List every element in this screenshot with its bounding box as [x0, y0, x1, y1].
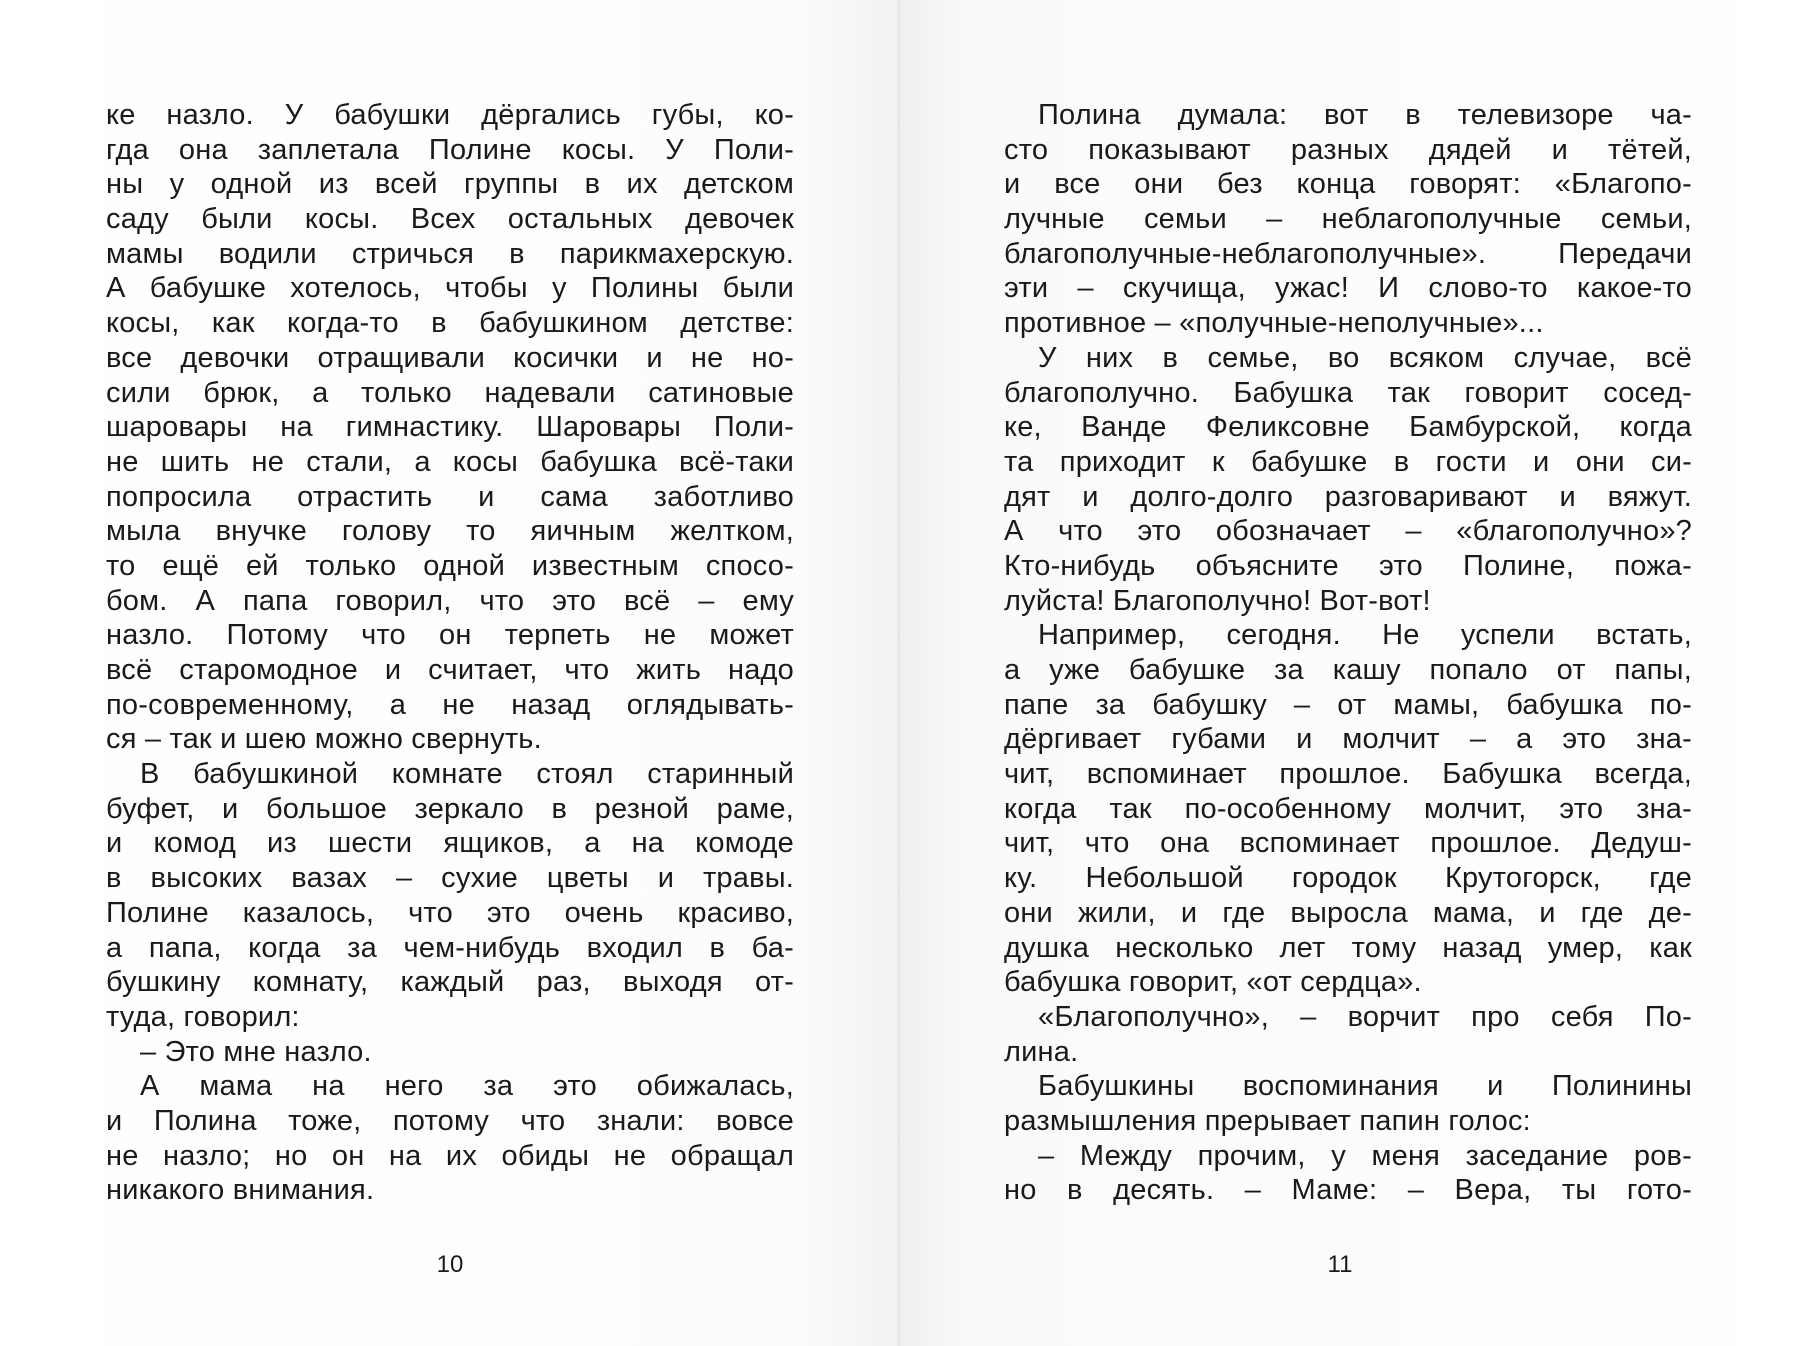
right-page-number: 11 — [1327, 1251, 1353, 1278]
text-line: когда так по-особенному молчит, это зна- — [1004, 792, 1692, 825]
left-page-number: 10 — [436, 1251, 464, 1278]
text-line: ке, Ванде Феликсовне Бамбурской, когда — [1004, 411, 1692, 444]
text-line: лучные семьи – неблагополучные семьи, — [1004, 203, 1692, 236]
text-line: благополучные-неблагополучные». Передачи — [1004, 237, 1692, 270]
text-line: и все они без конца говорят: «Благопо- — [1004, 168, 1692, 201]
text-line: сто показывают разных дядей и тётей, — [1004, 133, 1692, 166]
right-page-text — [1004, 98, 1692, 1208]
text-line: В бабушкиной комнате стоял старинный — [140, 758, 794, 791]
text-line: чит, что она вспоминает прошлое. Дедуш- — [1004, 827, 1692, 860]
text-line: дят и долго-долго разговаривают и вяжут. — [1004, 480, 1692, 513]
text-line: и Полина тоже, потому что знали: вовсе — [106, 1104, 794, 1137]
text-line: – Это мне назло. — [140, 1035, 372, 1068]
left-page-text — [106, 98, 794, 1208]
text-line: то ещё ей только одной известным спосо- — [106, 549, 794, 582]
text-line: сили брюк, а только надевали сатиновые — [106, 376, 794, 409]
text-line: ку. Небольшой городок Крутогорск, где — [1004, 862, 1692, 895]
text-line: размышления прерывает папин голос: — [1004, 1104, 1531, 1137]
text-line: Полине казалось, что это очень красиво, — [106, 896, 794, 929]
text-line: и комод из шести ящиков, а на комоде — [106, 827, 794, 860]
text-line: Полина думала: вот в телевизоре ча- — [1038, 99, 1692, 131]
text-line: гда она заплетала Полине косы. У Поли- — [106, 133, 794, 166]
text-line: дёргивает губами и молчит – а это зна- — [1004, 723, 1692, 756]
text-line: всё старомодное и считает, что жить надо — [106, 654, 794, 686]
text-line: благополучно. Бабушка так говорит сосед- — [1004, 376, 1692, 409]
text-line: ке назло. У бабушки дёргались губы, ко- — [106, 99, 794, 131]
text-line: назло. Потому что он терпеть не может — [106, 619, 794, 652]
text-line: ны у одной из всей группы в их детском — [106, 168, 794, 201]
text-line: – Между прочим, у меня заседание ров- — [1038, 1139, 1692, 1172]
text-line: туда, говорил: — [106, 1000, 300, 1033]
text-line: луйста! Благополучно! Вот-вот! — [1004, 584, 1431, 617]
text-line: «Благополучно», – ворчит про себя По- — [1038, 1000, 1692, 1033]
text-line: бом. А папа говорил, что это всё – ему — [106, 584, 794, 617]
text-line: ся – так и шею можно свернуть. — [106, 723, 542, 756]
text-line: Например, сегодня. Не успели встать, — [1038, 619, 1692, 652]
text-line: эти – скучища, ужас! И слово-то какое-то — [1004, 272, 1692, 305]
text-line: папе за бабушку – от мамы, бабушка по- — [1004, 688, 1692, 721]
text-line: а папа, когда за чем-нибудь входил в ба- — [106, 931, 794, 964]
text-line: не шить не стали, а косы бабушка всё-таки — [106, 445, 794, 478]
text-line: косы, как когда-то в бабушкином детстве: — [106, 307, 794, 340]
text-line: чит, вспоминает прошлое. Бабушка всегда, — [1004, 758, 1692, 791]
text-line: саду были косы. Всех остальных девочек — [106, 203, 794, 236]
text-line: душка несколько лет тому назад умер, как — [1004, 931, 1692, 964]
text-line: Бабушкины воспоминания и Полинины — [1038, 1070, 1692, 1103]
text-line: Кто-нибудь объясните это Полине, пожа- — [1004, 549, 1692, 582]
text-line: мыла внучке голову то яичным желтком, — [106, 515, 794, 548]
text-line: бушкину комнату, каждый раз, выходя от- — [106, 966, 794, 999]
text-line: мамы водили стричься в парикмахерскую. — [106, 237, 794, 270]
text-line: они жили, и где выросла мама, и где де- — [1004, 896, 1692, 929]
text-line: противное – «получные-неполучные»... — [1004, 307, 1544, 340]
text-line: шаровары на гимнастику. Шаровары Поли- — [106, 411, 794, 444]
text-line: по-современному, а не назад оглядывать- — [106, 688, 794, 721]
text-line: А бабушке хотелось, чтобы у Полины были — [106, 272, 794, 305]
text-line: попросила отрастить и сама заботливо — [106, 480, 794, 513]
text-line: но в десять. – Маме: – Вера, ты гото- — [1004, 1174, 1692, 1207]
text-line: не назло; но он на их обиды не обращал — [106, 1139, 794, 1172]
text-line: буфет, и большое зеркало в резной раме, — [106, 792, 794, 825]
text-line: А мама на него за это обижалась, — [140, 1070, 794, 1103]
text-line: та приходит к бабушке в гости и они си- — [1004, 445, 1692, 478]
text-line: лина. — [1004, 1035, 1079, 1068]
text-line: У них в семье, во всяком случае, всё — [1038, 341, 1692, 374]
text-line: бабушка говорит, «от сердца». — [1004, 966, 1422, 999]
right-page — [900, 0, 1800, 1346]
text-line: все девочки отращивали косички и не но- — [106, 341, 794, 374]
text-line: А что это обозначает – «благополучно»? — [1004, 515, 1692, 548]
text-line: никакого внимания. — [106, 1174, 375, 1207]
text-line: в высоких вазах – сухие цветы и травы. — [106, 862, 794, 895]
text-line: а уже бабушке за кашу попало от папы, — [1004, 654, 1692, 686]
